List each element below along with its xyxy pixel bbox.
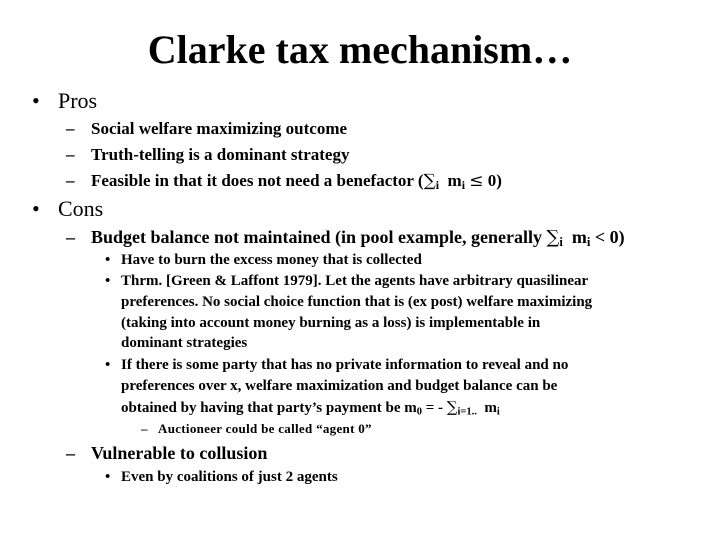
cons-item-collusion: Vulnerable to collusion [91, 443, 268, 463]
pros-item-feasible [91, 170, 502, 196]
m-variable: m [571, 227, 587, 247]
sum-icon: ∑ [546, 227, 560, 248]
cons-sub-coalitions: Even by coalitions of just 2 agents [121, 469, 338, 485]
bullet-icon: • [105, 357, 111, 373]
bullet-icon: • [105, 469, 111, 485]
bullet-icon: • [105, 252, 111, 268]
feasible-tail: 0) [487, 171, 502, 190]
cons-heading: Cons [58, 196, 104, 221]
pros-item-social-welfare: Social welfare maximizing outcome [91, 119, 348, 138]
subscript-i: i [435, 177, 440, 192]
dash-icon: – [66, 171, 75, 190]
budget-tail: < 0) [590, 227, 625, 247]
subscript-i: i [496, 406, 500, 418]
dash-icon: – [66, 145, 75, 164]
dash-icon: – [141, 421, 148, 436]
slide-title: Clarke tax mechanism… [147, 27, 573, 72]
subscript-i: i [586, 235, 591, 250]
pros-item-truth-telling: Truth-telling is a dominant strategy [91, 145, 350, 164]
bullet-icon: • [32, 196, 40, 221]
budget-text: Budget balance not maintained (in pool example, generally [91, 227, 547, 247]
subscript-i: i [559, 235, 563, 250]
m-variable: m [484, 400, 497, 416]
cons-sub-thrm-line-3: (taking into account money burning as a loss) is implementable in [121, 315, 541, 331]
cons-sub-party-line-1: If there is some party that has no private information to reveal and no [121, 357, 569, 373]
pros-heading: Pros [58, 88, 98, 113]
cons-item-budget-balance [91, 226, 625, 253]
cons-sub-thrm-line-4: dominant strategies [121, 335, 248, 351]
subscript-i: i [461, 177, 466, 192]
bullet-icon: • [32, 88, 40, 113]
cons-sub-party-line-3 [121, 398, 500, 422]
dash-icon: – [66, 119, 75, 138]
dash-icon: – [66, 227, 75, 247]
bullet-icon: • [105, 273, 111, 289]
subscript-0: 0 [416, 406, 422, 418]
cons-sub-burn-money: Have to burn the excess money that is collected [121, 252, 422, 268]
m-variable: m [447, 171, 462, 190]
subscript-range: i=1.. [457, 406, 477, 418]
sum-icon: ∑ [423, 171, 436, 191]
leq-icon: ≤ [469, 171, 484, 191]
cons-sub-thrm-line-2: preferences. No social choice function that is (ex post) welfare maximizing [121, 294, 593, 310]
feasible-text: Feasible in that it does not need a benefactor ( [91, 171, 424, 190]
dash-icon: – [66, 443, 75, 463]
party-text: obtained by having that party’s payment be m [121, 400, 417, 416]
cons-sub-party-line-2: preferences over x, welfare maximization and budget balance can be [121, 378, 558, 394]
sum-icon: ∑ [446, 398, 458, 416]
party-mid: = - [421, 400, 447, 416]
cons-sub-auctioneer: Auctioneer could be called “agent 0” [158, 421, 372, 436]
cons-sub-thrm-line-1: Thrm. [Green & Laffont 1979]. Let the agents have arbitrary quasilinear [121, 273, 589, 289]
